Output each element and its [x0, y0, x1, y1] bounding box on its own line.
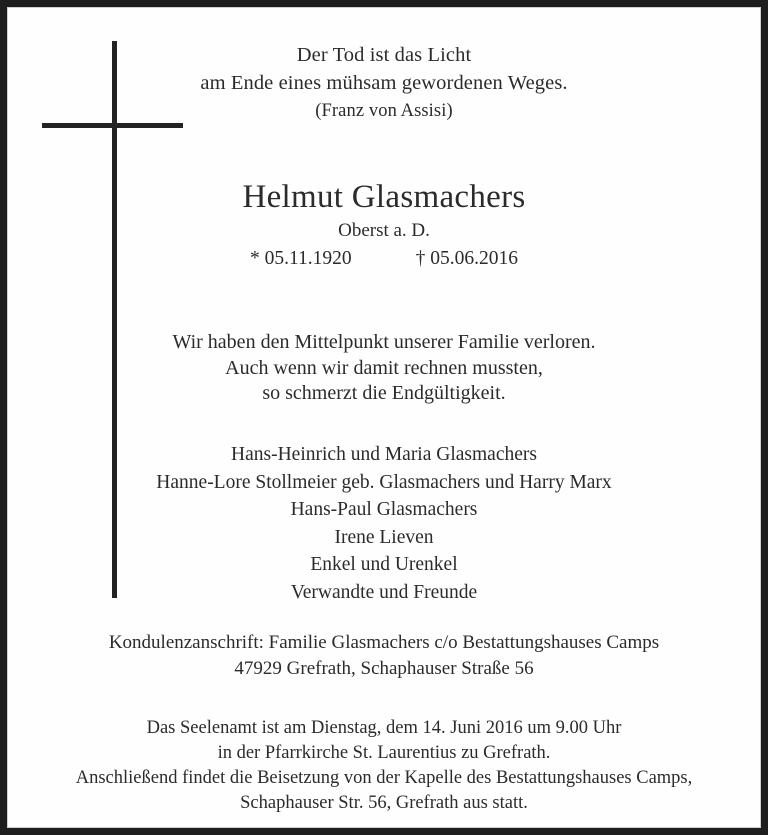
epigraph [8, 41, 760, 125]
epigraph-attribution: (Franz von Assisi) [315, 101, 453, 121]
deceased-rank: Oberst a. D. [338, 220, 430, 241]
death-date: 05.06.2016 [430, 248, 519, 269]
verse-line-3: so schmerzt die Endgültigkeit. [262, 382, 506, 404]
epigraph-line-1: Der Tod ist das Licht [296, 44, 472, 66]
death-symbol: † [415, 248, 426, 269]
condolence-line-2: 47929 Grefrath, Schaphauser Straße 56 [234, 658, 534, 679]
survivors-list [8, 441, 760, 606]
survivor-line: Enkel und Urenkel [310, 554, 458, 575]
verse-line-1: Wir haben den Mittelpunkt unserer Familie verloren. [172, 331, 596, 353]
condolence-address [8, 630, 760, 682]
service-line-3: Anschließend findet die Beisetzung von der Kapelle des Bestattungshauses Camps, [75, 768, 693, 788]
deceased-identity [8, 176, 760, 274]
birth-date: 05.11.1920 [264, 248, 352, 269]
condolence-line-1: Kondulenzanschrift: Familie Glasmachers c/o Bestattungshauses Camps [108, 632, 660, 653]
death-notice-card [7, 7, 761, 828]
service-line-1: Das Seelenamt ist am Dienstag, dem 14. Juni 2016 um 9.00 Uhr [146, 718, 622, 738]
mourning-verse [8, 330, 760, 407]
service-line-2: in der Pfarrkirche St. Laurentius zu Grefrath. [217, 743, 551, 763]
epigraph-line-2: am Ende eines mühsam gewordenen Weges. [200, 72, 568, 94]
survivor-line: Irene Lieven [334, 526, 434, 548]
deceased-name: Helmut Glasmachers [242, 179, 526, 215]
funeral-service-details [8, 716, 760, 816]
verse-line-2: Auch wenn wir damit rechnen mussten, [225, 356, 543, 379]
survivor-line: Verwandte und Freunde [290, 581, 478, 603]
service-line-4: Schaphauser Str. 56, Grefrath aus statt. [240, 793, 528, 813]
life-dates [8, 244, 760, 274]
birth-symbol: * [249, 248, 260, 269]
survivor-line: Hans-Heinrich und Maria Glasmachers [231, 444, 537, 465]
survivor-line: Hanne-Lore Stollmeier geb. Glasmachers und Harry Marx [156, 471, 612, 493]
survivor-line: Hans-Paul Glasmachers [290, 499, 478, 520]
